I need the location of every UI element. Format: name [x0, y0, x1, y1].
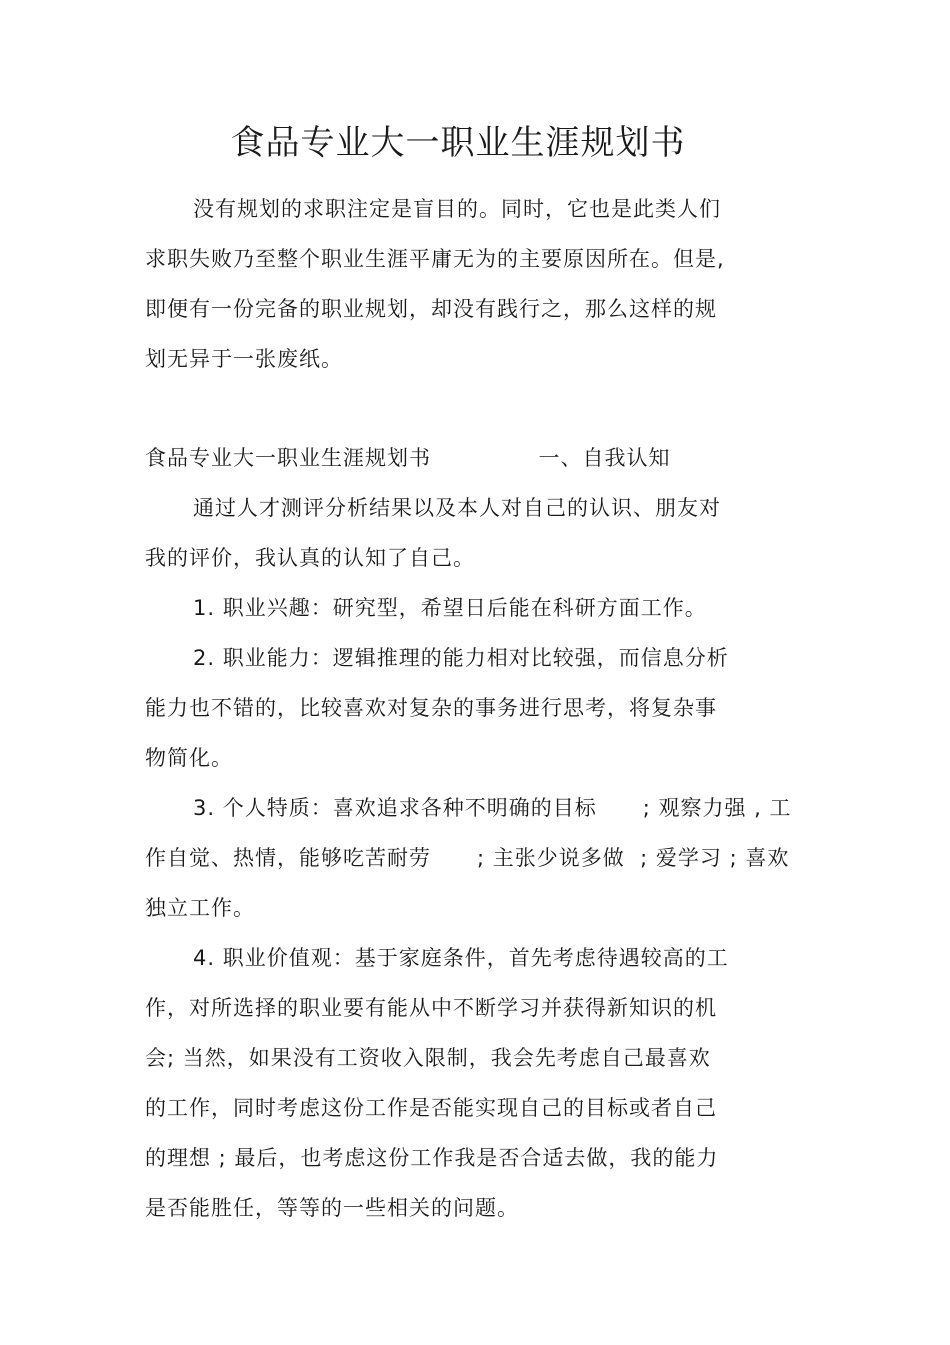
- paragraph-line: 即便有一份完备的职业规划，却没有践行之，那么这样的规: [145, 297, 717, 321]
- list-item-line: 2. 职业能力：逻辑推理的能力相对比较强，而信息分析: [193, 646, 729, 670]
- paragraph-line: 物简化。: [145, 746, 233, 770]
- paragraph-line: 求职失败乃至整个职业生涯平庸无为的主要原因所在。但是,: [145, 247, 725, 271]
- paragraph-line: 会; 当然，如果没有工资收入限制，我会先考虑自己最喜欢: [145, 1046, 711, 1070]
- list-item-line: 4. 职业价值观：基于家庭条件，首先考虑待遇较高的工: [193, 946, 729, 970]
- paragraph-line: 作自觉、热情，能够吃苦耐劳 ; 主张少说多做 ; 爱学习 ; 喜欢: [145, 846, 790, 870]
- paragraph-line: 能力也不错的，比较喜欢对复杂的事务进行思考，将复杂事: [145, 696, 717, 720]
- section-heading-line: 食品专业大一职业生涯规划书 一、自我认知: [145, 446, 671, 470]
- list-item-line: 1. 职业兴趣：研究型，希望日后能在科研方面工作。: [193, 596, 707, 620]
- paragraph-line: 通过人才测评分析结果以及本人对自己的认识、朋友对: [193, 496, 721, 520]
- paragraph-line: 是否能胜任，等等的一些相关的问题。: [145, 1196, 519, 1220]
- document-title: 食品专业大一职业生涯规划书: [230, 123, 686, 163]
- paragraph-line: 的工作，同时考虑这份工作是否能实现自己的目标或者自己: [145, 1096, 717, 1120]
- paragraph-line: 我的评价，我认真的认知了自己。: [145, 546, 475, 570]
- paragraph-line: 的理想 ; 最后，也考虑这份工作我是否合适去做，我的能力: [145, 1146, 719, 1170]
- paragraph-line: 没有规划的求职注定是盲目的。同时，它也是此类人们: [193, 197, 721, 221]
- paragraph-line: 独立工作。: [145, 896, 255, 920]
- list-item-line: 3. 个人特质：喜欢追求各种不明确的目标 ; 观察力强 , 工: [193, 796, 792, 820]
- paragraph-line: 作，对所选择的职业要有能从中不断学习并获得新知识的机: [145, 996, 717, 1020]
- paragraph-line: 划无异于一张废纸。: [145, 347, 343, 371]
